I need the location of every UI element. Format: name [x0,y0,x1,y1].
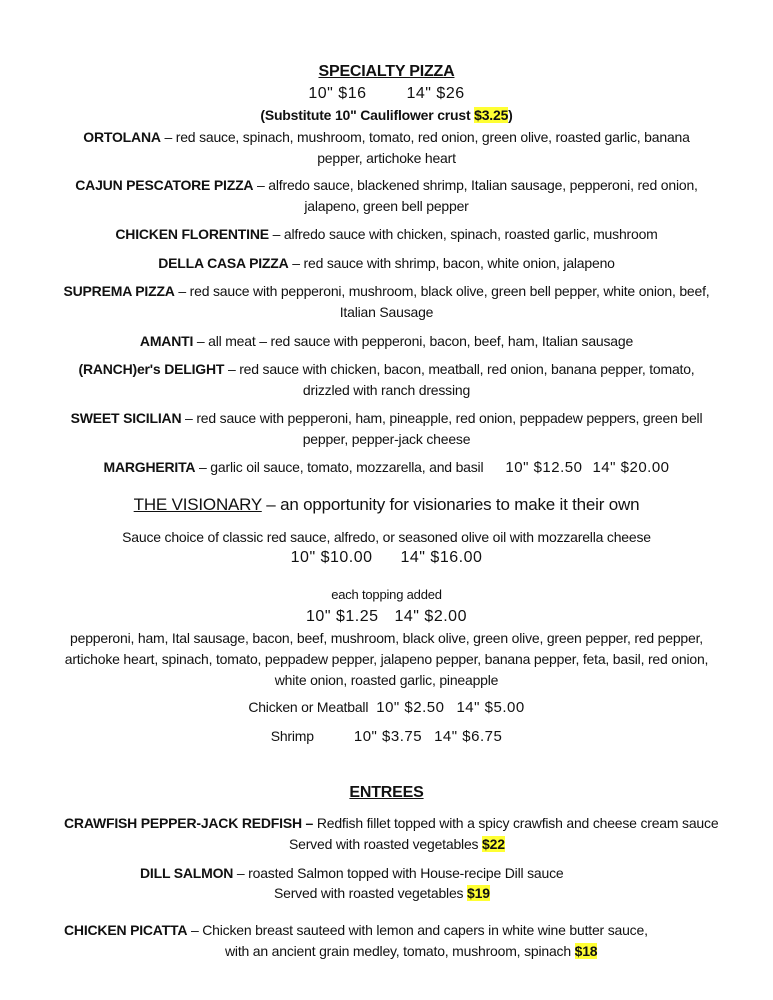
menu-item-ortolana [0,127,773,147]
item-desc: – all meat – red sauce with pepperoni, bacon, beef, ham, Italian sausage [193,333,634,349]
item-name: (RANCH)er's DELIGHT [78,361,225,377]
item-desc: – roasted Salmon topped with House-recipe Dill sauce [233,865,564,881]
menu-item-suprema [0,281,773,301]
addon-label: Chicken or Meatball [248,699,369,715]
item-name: CAJUN PESCATORE PIZZA [75,177,254,193]
substitute-price: $3.25 [474,107,509,123]
item-desc: – red sauce with shrimp, bacon, white onion, jalapeno [288,255,615,271]
item-desc: Redfish fillet topped with a spicy crawfish and cheese cream sauce [316,815,719,831]
menu-item-sweet-sicilian [0,408,773,428]
substitute-close: ) [508,107,513,123]
item-desc-cont: pepper, artichoke heart [317,150,456,166]
visionary-heading [0,495,773,515]
item-price: $19 [467,885,490,901]
chicken-meatball-addon [0,697,773,718]
item-desc-cont: pepper, pepper-jack cheese [302,431,471,447]
addon-label: Shrimp [270,728,314,744]
item-desc: – red sauce with chicken, bacon, meatball, red onion, banana pepper, tomato, [224,361,695,377]
item-name: DELLA CASA PIZZA [158,255,289,271]
item-name: SUPREMA PIZZA [63,283,175,299]
price-10: 10" $12.50 [505,459,583,476]
toppings-list: white onion, roasted garlic, pineapple [274,672,499,688]
substitute-note [0,105,773,125]
price-14: 14" $16.00 [400,549,483,566]
shrimp-addon [0,726,773,747]
menu-item-ranchers-delight [0,359,773,379]
served-with: with an ancient grain medley, tomato, mushroom, spinach [225,943,575,959]
menu-item-cajun [0,175,773,195]
price-14: 14" $26 [406,85,465,102]
price-14: 14" $6.75 [434,728,503,745]
item-desc-cont [289,834,505,854]
entree-dill-salmon [140,863,563,883]
item-name: SWEET SICILIAN [70,410,182,426]
price-14: 14" $20.00 [592,459,670,476]
item-desc: – red sauce with pepperoni, mushroom, black olive, green bell pepper, white onion, beef, [174,283,710,299]
visionary-tagline: – an opportunity for visionaries to make it their own [261,495,640,514]
served-with: Served with roasted vegetables [289,836,483,852]
item-desc-cont [225,941,597,961]
topping-prices [0,607,773,627]
visionary-sauce: Sauce choice of classic red sauce, alfredo, or seasoned olive oil with mozzarella cheese [122,529,651,545]
menu-item-della-casa [0,253,773,273]
price-14: 14" $5.00 [456,699,525,716]
specialty-prices [0,84,773,104]
price-10: 10" $1.25 [306,608,379,625]
item-desc-cont: jalapeno, green bell pepper [304,198,469,214]
substitute-text: (Substitute 10" Cauliflower crust [260,107,475,123]
item-name: MARGHERITA [103,459,196,475]
item-name: DILL SALMON [140,865,234,881]
toppings-list: artichoke heart, spinach, tomato, peppadew pepper, jalapeno pepper, banana pepper, feta, basil, red onion, [64,651,709,667]
visionary-title: THE VISIONARY [133,495,262,514]
item-name: CHICKEN PICATTA [64,922,188,938]
item-name: ORTOLANA [83,129,161,145]
price-14: 14" $2.00 [394,608,467,625]
item-price: $18 [574,943,598,959]
specialty-pizza-title: SPECIALTY PIZZA [318,63,455,80]
item-desc: – alfredo sauce with chicken, spinach, roasted garlic, mushroom [268,226,658,242]
price-10: 10" $10.00 [290,549,373,566]
topping-label: each topping added [331,587,442,602]
item-desc-cont: Italian Sausage [339,304,434,320]
item-desc: – red sauce with pepperoni, ham, pineapple, red onion, peppadew peppers, green bell [181,410,703,426]
toppings-list: pepperoni, ham, Ital sausage, bacon, beef, mushroom, black olive, green olive, green pepper, red pepper, [70,630,703,646]
visionary-prices [0,548,773,568]
price-10: 10" $3.75 [353,728,423,745]
price-10: 10" $2.50 [376,699,445,716]
item-name: AMANTI [139,333,194,349]
item-desc-cont: drizzled with ranch dressing [302,382,471,398]
item-name: CHICKEN FLORENTINE [115,226,269,242]
item-desc: – garlic oil sauce, tomato, mozzarella, and basil [195,459,484,475]
item-desc: – alfredo sauce, blackened shrimp, Italian sausage, pepperoni, red onion, [253,177,698,193]
entree-crawfish-redfish [64,813,718,833]
entree-chicken-picatta [64,920,648,940]
item-desc: – Chicken breast sauteed with lemon and capers in white wine butter sauce, [187,922,648,938]
item-desc-cont [274,883,490,903]
served-with: Served with roasted vegetables [274,885,468,901]
menu-item-florentine [0,224,773,244]
menu-item-margherita [0,457,773,478]
item-name: CRAWFISH PEPPER-JACK REDFISH – [64,815,317,831]
item-desc: – red sauce, spinach, mushroom, tomato, red onion, green olive, roasted garlic, banana [160,129,690,145]
item-price: $22 [482,836,505,852]
price-10: 10" $16 [308,85,367,102]
menu-item-amanti [0,331,773,351]
entrees-title: ENTREES [349,784,424,801]
